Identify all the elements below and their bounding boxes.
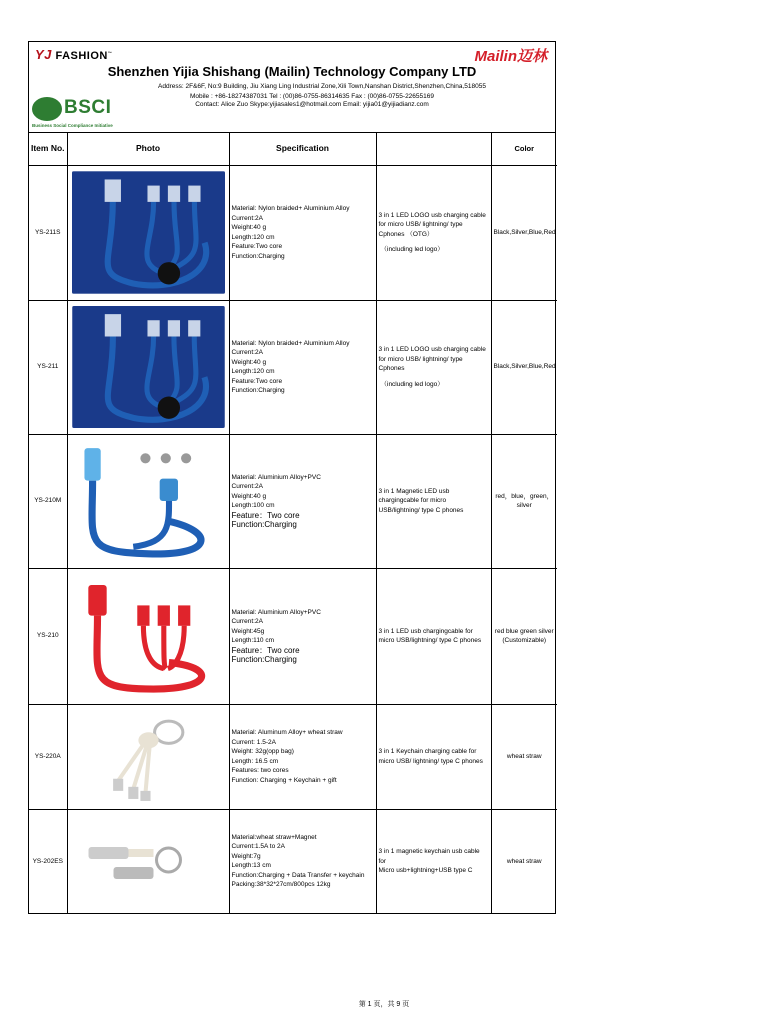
spec-line: Weight:45g [231,627,265,635]
product-photo [67,568,229,704]
product-photo [67,434,229,568]
product-color: red blue green silver (Customizable) [491,568,557,704]
spec-line: Material: Aluminium Alloy+PVC [231,608,321,616]
col-header-photo: Photo [67,133,229,165]
desc-line: （including led logo） [380,246,444,253]
desc-line: 3 in 1 magnetic keychain usb cable for [378,848,480,865]
table-row [29,568,557,704]
table-row [29,165,557,300]
col-header-item: Item No. [29,133,67,165]
spec-line: Weight:40 g [231,492,267,500]
product-description [376,568,491,704]
yj-fashion-logo: YJ FASHION™ [35,47,113,62]
desc-line: 3 in 1 LED usb chargingcable for micro USB/lightning/ type C phones [378,627,482,644]
spec-line: Length:120 cm [231,233,275,241]
spec-line: Current:2A [231,214,263,222]
spec-line: Material: Aluminium Alloy+PVC [231,473,321,481]
product-description [376,809,491,913]
table-header-row [29,133,557,165]
wheat-straw-keychain-cable-icon [72,710,225,803]
spec-line: Current:2A [231,483,263,490]
desc-line: 3 in 1 Keychain charging cable for micro USB/ lightning/ type C phones [378,748,483,765]
spec-line: Function:Charging [231,252,285,260]
item-number: YS-211S [29,165,67,300]
col-header-color: Color [491,133,557,165]
col-header-desc [376,133,491,165]
table-row [29,704,557,809]
product-color: Black,Silver,Blue,Red [491,165,557,300]
specification [229,300,376,434]
spec-line: Length:110 cm [231,637,275,644]
product-photo [67,300,229,434]
blue-magnetic-led-cable-icon [72,440,225,562]
product-description [376,704,491,809]
spec-line: Feature：Two core [231,645,300,655]
spec-line: Material: Aluminum Alloy+ wheat straw [231,729,343,736]
company-header [29,42,555,133]
bsci-logo: BSCI Business Social Compliance Initiative [32,97,113,128]
company-name: Shenzhen Yijia Shishang (Mailin) Technology Company LTD [107,64,477,79]
item-number: YS-202ES [29,809,67,913]
spec-line: Current:2A [231,349,263,356]
product-color: red，blue，green，silver [491,434,557,568]
product-photo [67,165,229,300]
spec-line: Current:2A [231,618,263,625]
company-phones: Mobile : +86-18274387031 Tel : (00)86-0755-86314635 Fax : (00)86-0755-22655169 [190,93,434,100]
spec-line: Weight:40 g [231,358,267,366]
spec-line: Function:Charging [231,387,285,394]
spec-line: Function: Charging + Keychain + gift [231,776,337,784]
spec-line: Current: 1.5-2A [231,738,276,746]
item-number: YS-220A [29,704,67,809]
spec-line: Function:Charging + Data Transfer + keychain [231,871,365,879]
specification [229,568,376,704]
table-row [29,809,557,913]
spec-line: Feature:Two core [231,243,283,250]
spec-line: Material: Nylon braided+ Aluminium Alloy [231,339,350,347]
blue-braided-3in1-led-cable-icon [72,306,225,428]
spec-line: Material: Nylon braided+ Aluminium Alloy [231,205,350,212]
product-description [376,165,491,300]
spec-line: Current:1.5A to 2A [231,843,285,851]
product-photo [67,704,229,809]
spec-line: Weight:40 g [231,224,267,231]
product-photo [67,809,229,913]
desc-line: （including led logo） [380,380,444,388]
desc-line: Micro usb+lightning+USB type C [378,867,473,874]
product-color: wheat straw [491,704,557,809]
red-3in1-led-cable-icon [72,574,225,698]
spec-line: Length:13 cm [231,862,271,870]
table-row [29,434,557,568]
spec-line: Length:120 cm [231,368,275,375]
specification [229,165,376,300]
wheat-straw-magnetic-keychain-cable-icon [72,815,225,907]
specification [229,809,376,913]
item-number: YS-210 [29,568,67,704]
spec-line: Function:Charging [231,520,297,529]
spec-line: Weight:7g [231,852,261,860]
specification [229,704,376,809]
item-number: YS-211 [29,300,67,434]
spec-line: Features: two cores [231,767,289,774]
page-footer: 第 1 页，共 9 页 [358,1001,410,1008]
spec-line: Feature:Two core [231,377,283,385]
desc-line: 3 in 1 LED LOGO usb charging cable for micro USB/ lightning/ type Cphones （OTG） [378,211,486,238]
col-header-spec: Specification [229,133,376,165]
spec-line: Feature：Two core [231,510,300,520]
spec-line: Weight: 32g(opp bag) [231,748,294,755]
product-description [376,434,491,568]
product-color: wheat straw [491,809,557,913]
desc-line: 3 in 1 LED LOGO usb charging cable for micro USB/ lightning/ type Cphones [378,346,486,372]
product-description [376,300,491,434]
product-color: Black,Silver,Blue,Red [491,300,557,434]
mailin-logo: Mailin迈林 [474,48,547,65]
product-sheet [28,41,556,914]
spec-line: Length:100 cm [231,502,275,509]
spec-line: Packing:38*32*27cm/800pcs 12kg [231,881,331,889]
spec-line: Length: 16.5 cm [231,757,279,765]
product-table [29,133,557,913]
spec-line: Function:Charging [231,655,297,664]
company-address: Address: 2F&6F, No:9 Building, Jiu Xiang Ling Industrial Zone,Xili Town,Nanshan District,Shenzhen,China,518055 [158,83,486,90]
desc-line: 3 in 1 Magnetic LED usb chargingcable for micro USB/lightning/ type C phones [378,487,464,514]
blue-braided-3in1-led-cable-icon [72,171,225,294]
spec-line: Material:wheat straw+Magnet [231,833,317,841]
company-contact: Contact: Alice Zuo Skype:yijiasales1@hotmail.com Email: yijia01@yijiadianz.com [195,101,429,108]
table-row [29,300,557,434]
specification [229,434,376,568]
item-number: YS-210M [29,434,67,568]
globe-icon [32,97,62,121]
